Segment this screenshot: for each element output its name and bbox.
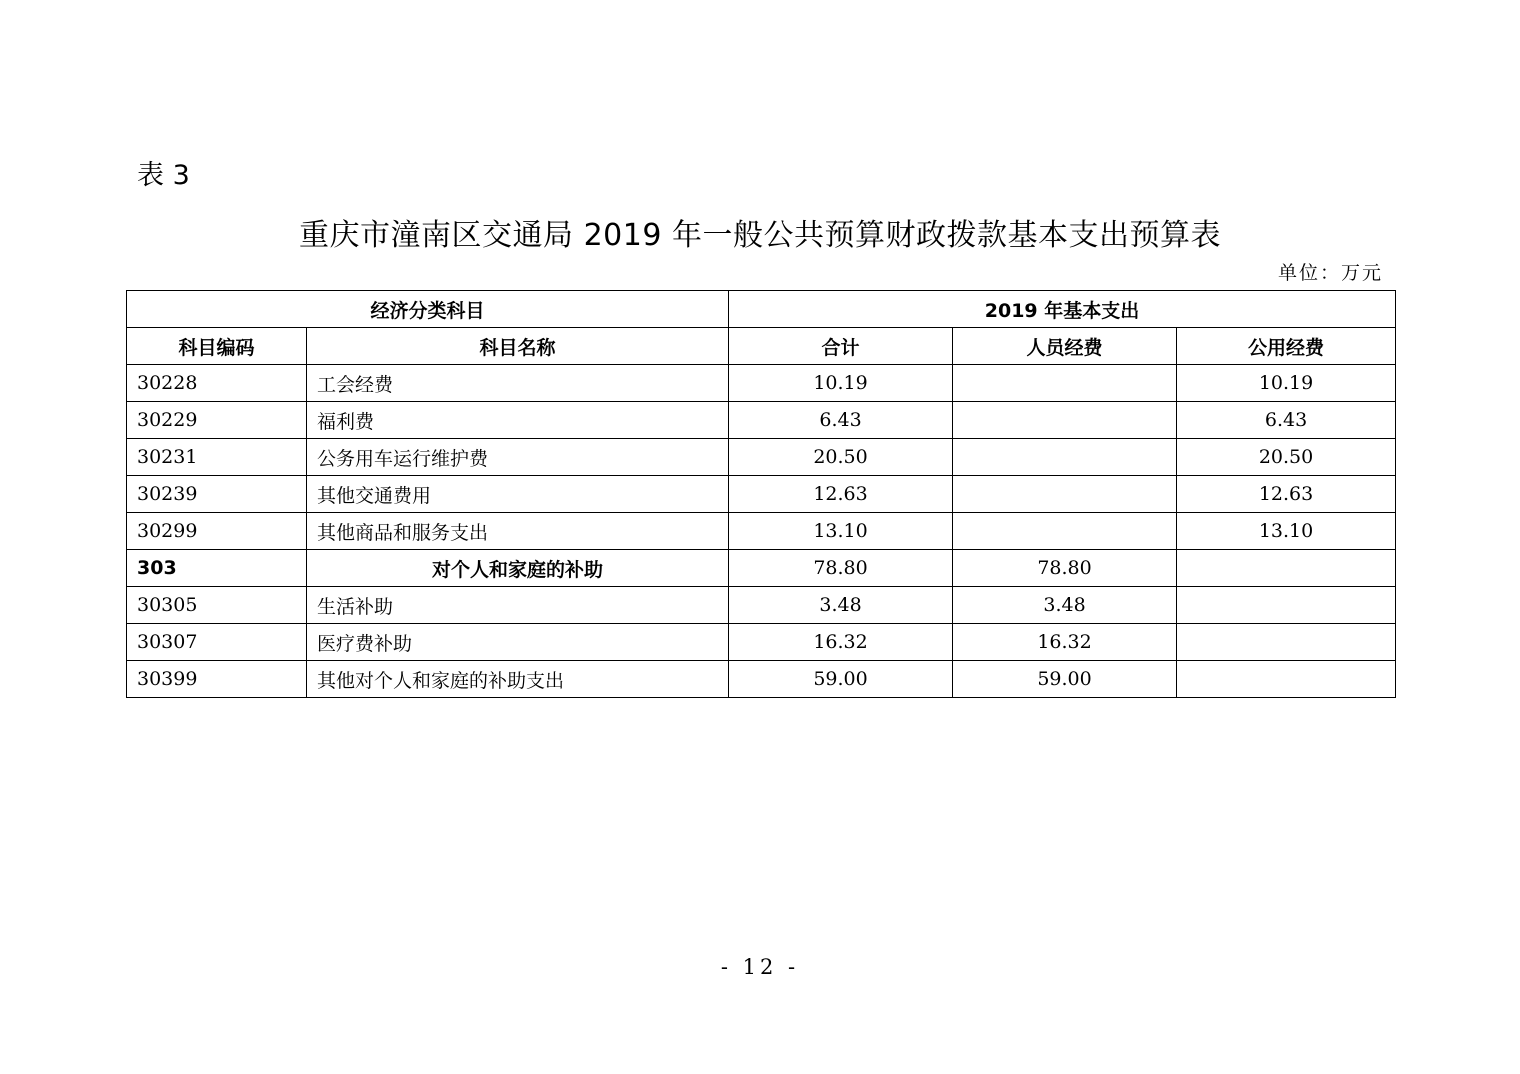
personnel-expense-cell: 59.00 [953,661,1177,698]
subject-code-cell: 30305 [127,587,307,624]
public-expense-cell: 20.50 [1177,439,1396,476]
total-cell: 10.19 [729,365,953,402]
subject-code-cell: 30239 [127,476,307,513]
subject-name-cell: 其他交通费用 [307,476,729,513]
public-expense-cell: 13.10 [1177,513,1396,550]
page-number: - 12 - [720,955,800,979]
total-cell: 59.00 [729,661,953,698]
public-expense-cell: 6.43 [1177,402,1396,439]
table-body [127,365,1396,698]
header-basic-expenditure: 2019 年基本支出 [729,291,1396,328]
subject-name-cell: 福利费 [307,402,729,439]
table-row [127,550,1396,587]
table-row [127,439,1396,476]
table-row [127,513,1396,550]
budget-table [126,290,1396,698]
table-row [127,402,1396,439]
subject-code-cell: 30399 [127,661,307,698]
subject-code-cell: 30307 [127,624,307,661]
personnel-expense-cell [953,365,1177,402]
header-total: 合计 [729,328,953,365]
subject-code-cell: 303 [127,550,307,587]
subject-code-cell: 30299 [127,513,307,550]
public-expense-cell [1177,550,1396,587]
personnel-expense-cell: 78.80 [953,550,1177,587]
subject-code-cell: 30229 [127,402,307,439]
subject-name-cell: 工会经费 [307,365,729,402]
table-column-header-row [127,328,1396,365]
header-personnel-expense: 人员经费 [953,328,1177,365]
header-economic-category: 经济分类科目 [127,291,729,328]
table-row [127,365,1396,402]
personnel-expense-cell: 3.48 [953,587,1177,624]
total-cell: 12.63 [729,476,953,513]
public-expense-cell [1177,587,1396,624]
total-cell: 16.32 [729,624,953,661]
document-title: 重庆市潼南区交通局 2019 年一般公共预算财政拨款基本支出预算表 [299,218,1221,253]
table-group-header-row [127,291,1396,328]
subject-name-cell: 公务用车运行维护费 [307,439,729,476]
subject-name-cell: 生活补助 [307,587,729,624]
public-expense-cell [1177,661,1396,698]
public-expense-cell: 10.19 [1177,365,1396,402]
table-row [127,661,1396,698]
table-label: 表 3 [137,160,190,191]
total-cell: 3.48 [729,587,953,624]
subject-code-cell: 30231 [127,439,307,476]
table-row [127,476,1396,513]
header-public-expense: 公用经费 [1177,328,1396,365]
personnel-expense-cell [953,476,1177,513]
total-cell: 78.80 [729,550,953,587]
personnel-expense-cell [953,402,1177,439]
header-subject-name: 科目名称 [307,328,729,365]
table-row [127,587,1396,624]
subject-name-cell: 医疗费补助 [307,624,729,661]
subject-code-cell: 30228 [127,365,307,402]
total-cell: 13.10 [729,513,953,550]
total-cell: 20.50 [729,439,953,476]
total-cell: 6.43 [729,402,953,439]
personnel-expense-cell: 16.32 [953,624,1177,661]
header-subject-code: 科目编码 [127,328,307,365]
personnel-expense-cell [953,439,1177,476]
subject-name-cell: 其他对个人和家庭的补助支出 [307,661,729,698]
public-expense-cell: 12.63 [1177,476,1396,513]
subject-name-cell: 其他商品和服务支出 [307,513,729,550]
public-expense-cell [1177,624,1396,661]
unit-label: 单位：万元 [1277,262,1383,284]
personnel-expense-cell [953,513,1177,550]
subject-name-cell: 对个人和家庭的补助 [307,550,729,587]
table-row [127,624,1396,661]
